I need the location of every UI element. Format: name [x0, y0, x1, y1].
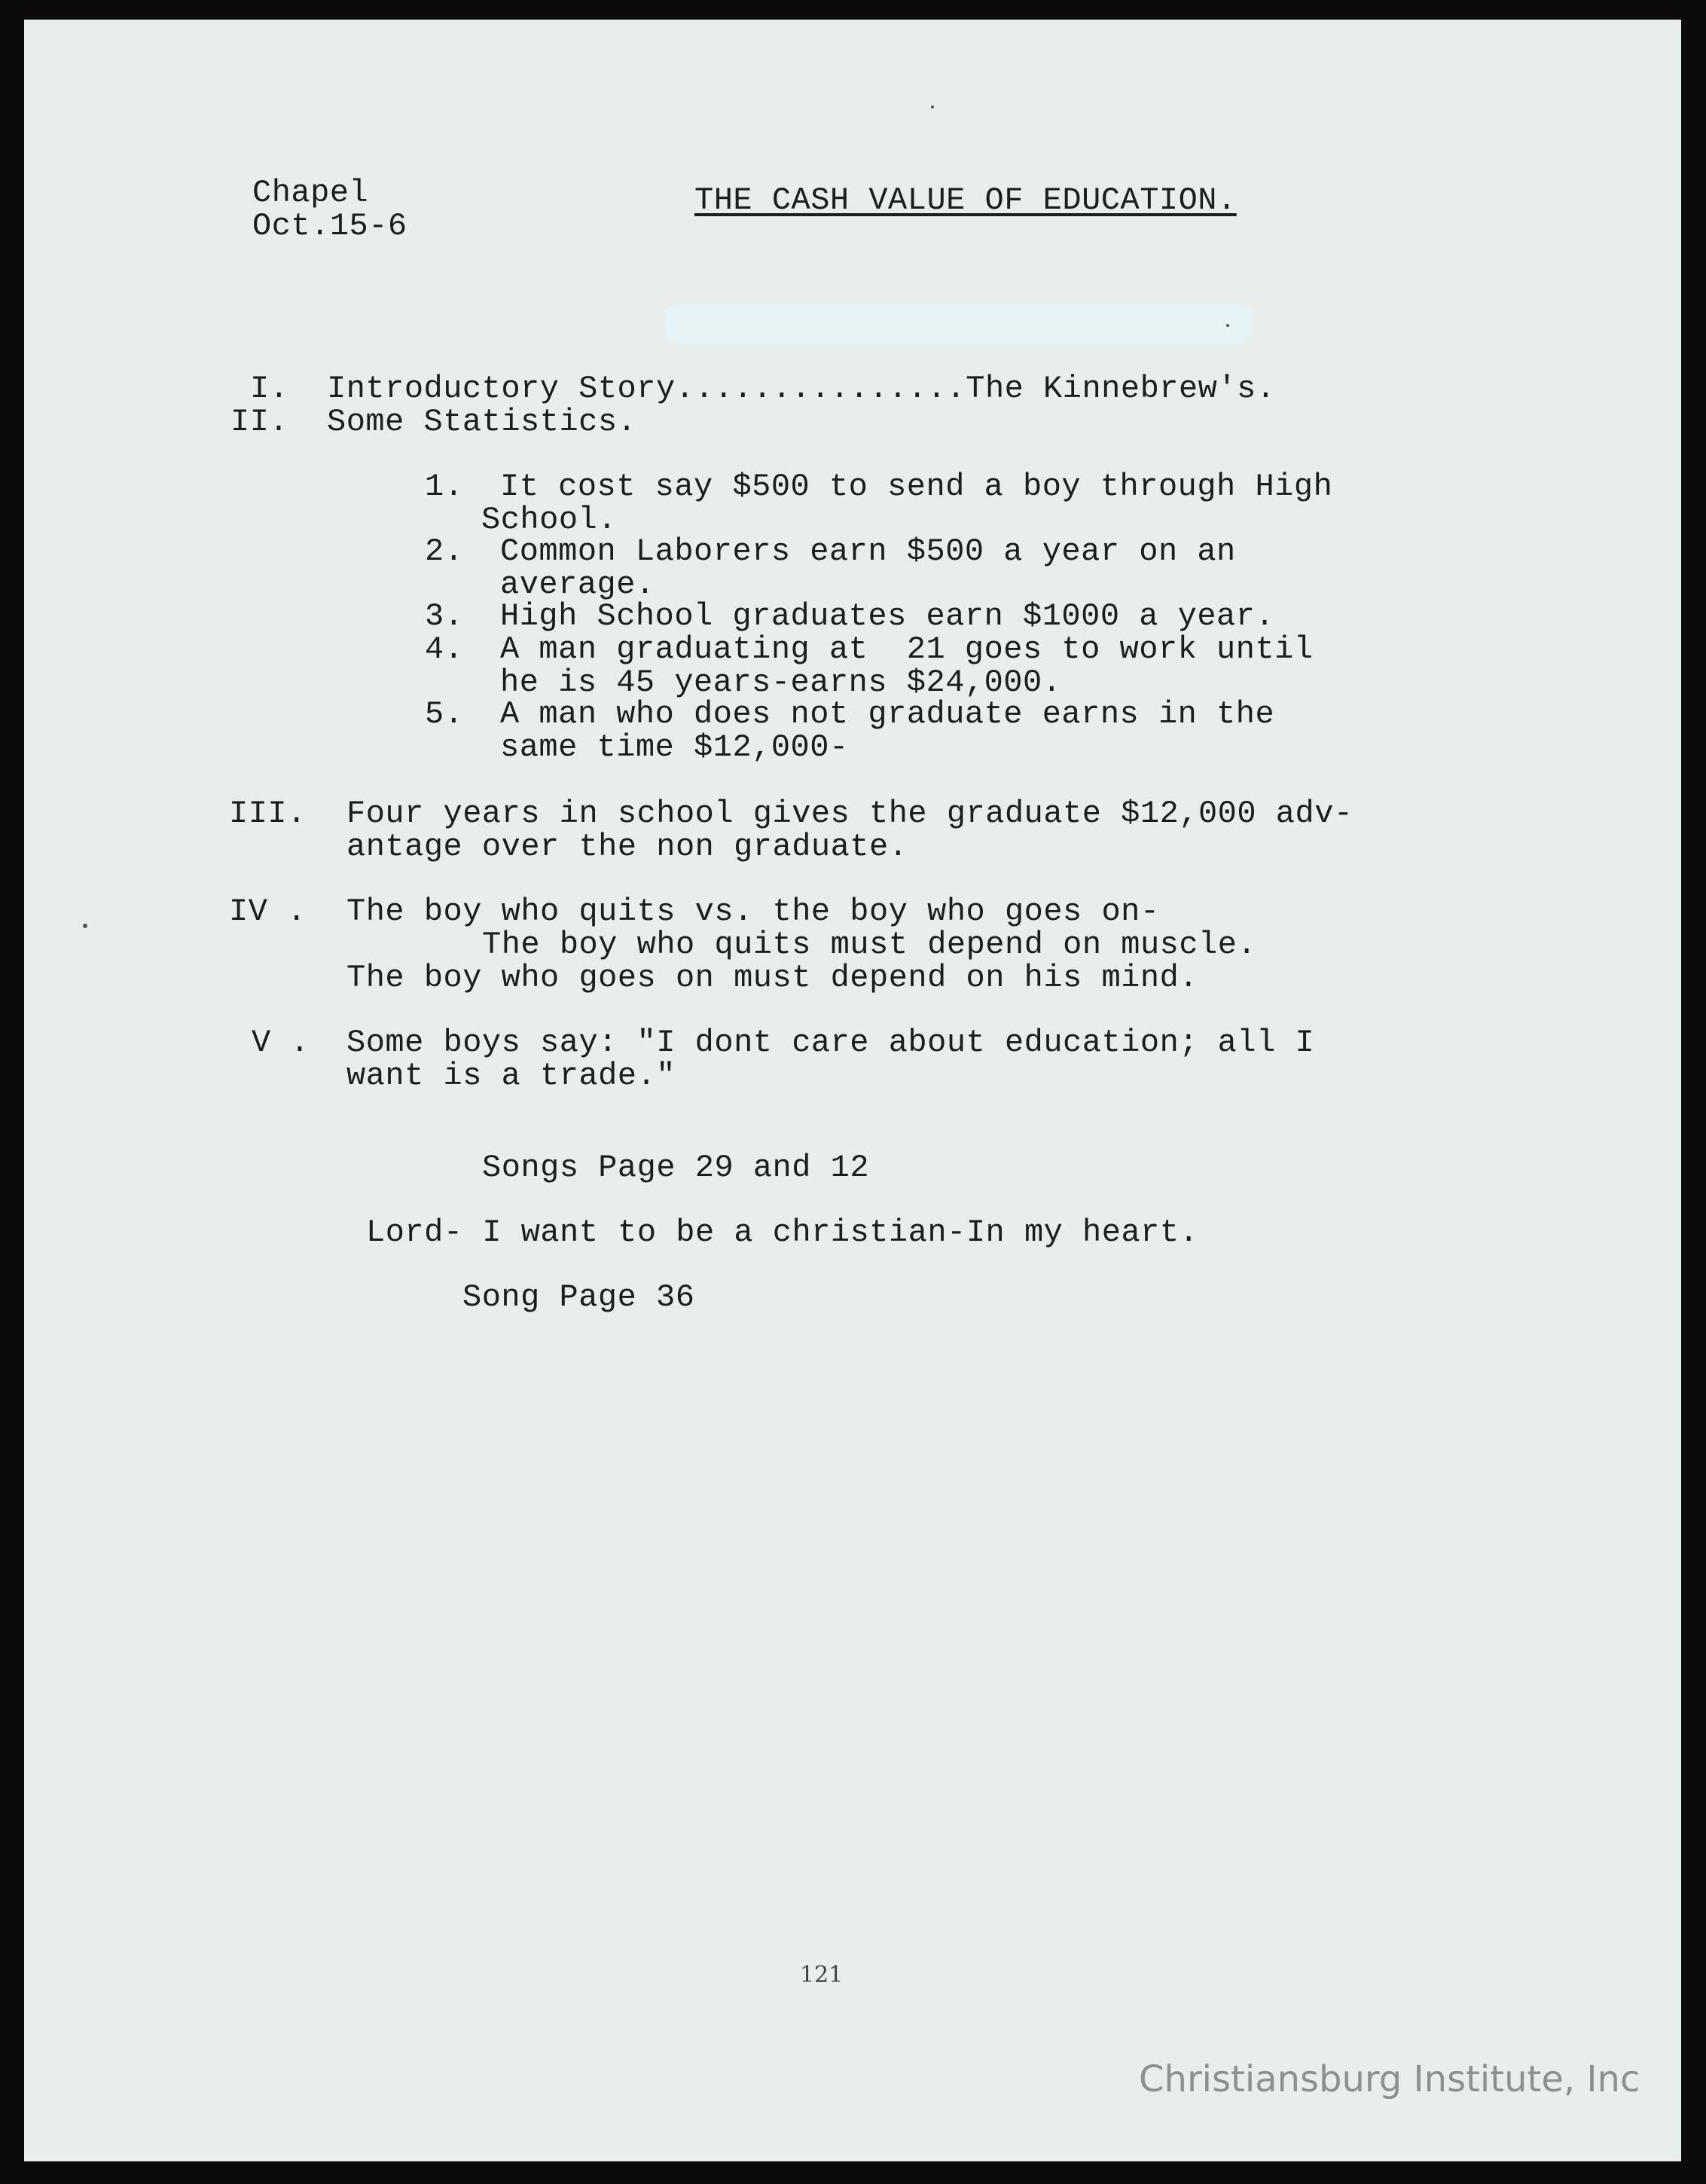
outline-item-3-line-1: Four years in school gives the graduate $12,000 adv- [346, 796, 1354, 832]
paper-speck [83, 924, 87, 928]
stat-num-1: 1. [425, 469, 464, 505]
outline-item-4-line-2: The boy who quits must depend on muscle. [482, 927, 1257, 963]
paper-speck [931, 105, 934, 108]
faded-stamp [664, 304, 1252, 344]
stat-5-line-1: A man who does not graduate earns in the [500, 696, 1275, 732]
stat-4-line-1: A man graduating at 21 goes to work until [500, 631, 1314, 667]
outline-numeral-3: III. [229, 796, 307, 832]
songs-line-2: Lord- I want to be a christian-In my heart. [366, 1214, 1199, 1251]
document-page [24, 20, 1681, 2161]
stat-num-3: 3. [425, 598, 464, 634]
watermark: Christiansburg Institute, Inc [1139, 2058, 1640, 2100]
outline-item-5-line-1: Some boys say: "I dont care about education; all I [346, 1025, 1315, 1061]
outline-item-2-line-1: Some Statistics. [327, 404, 637, 440]
stat-2-line-1: Common Laborers earn $500 a year on an [500, 533, 1236, 570]
songs-line-1: Songs Page 29 and 12 [482, 1150, 870, 1186]
stat-num-5: 5. [425, 696, 464, 732]
header-date: Oct.15-6 [252, 208, 407, 244]
outline-numeral-4: IV . [229, 893, 307, 930]
outline-item-3-line-2: antage over the non graduate. [346, 829, 908, 865]
stat-2-line-2: average. [500, 567, 655, 603]
stat-1-line-1: It cost say $500 to send a boy through High [500, 469, 1333, 505]
songs-line-3: Song Page 36 [462, 1279, 695, 1315]
outline-numeral-2: II. [230, 404, 289, 440]
outline-item-5-line-2: want is a trade." [346, 1058, 676, 1094]
stat-1-line-2: School. [481, 502, 617, 538]
stat-num-2: 2. [425, 533, 464, 570]
outline-item-4-line-3: The boy who goes on must depend on his mind. [346, 960, 1198, 996]
outline-item-4-line-1: The boy who quits vs. the boy who goes on- [346, 893, 1160, 930]
stat-num-4: 4. [425, 631, 464, 667]
stat-3-line-1: High School graduates earn $1000 a year. [500, 598, 1275, 634]
outline-numeral-5: V . [252, 1025, 310, 1061]
paper-speck [1226, 324, 1229, 327]
header-chapel: Chapel [252, 175, 369, 211]
stat-5-line-2: same time $12,000- [500, 729, 849, 765]
page-title: THE CASH VALUE OF EDUCATION. [694, 182, 1237, 218]
outline-item-1-line-1: Introductory Story...............The Kinnebrew's. [327, 371, 1276, 407]
outline-numeral-1: I. [250, 371, 289, 407]
page-number: 121 [800, 1962, 844, 1988]
stat-4-line-2: he is 45 years-earns $24,000. [500, 664, 1062, 701]
